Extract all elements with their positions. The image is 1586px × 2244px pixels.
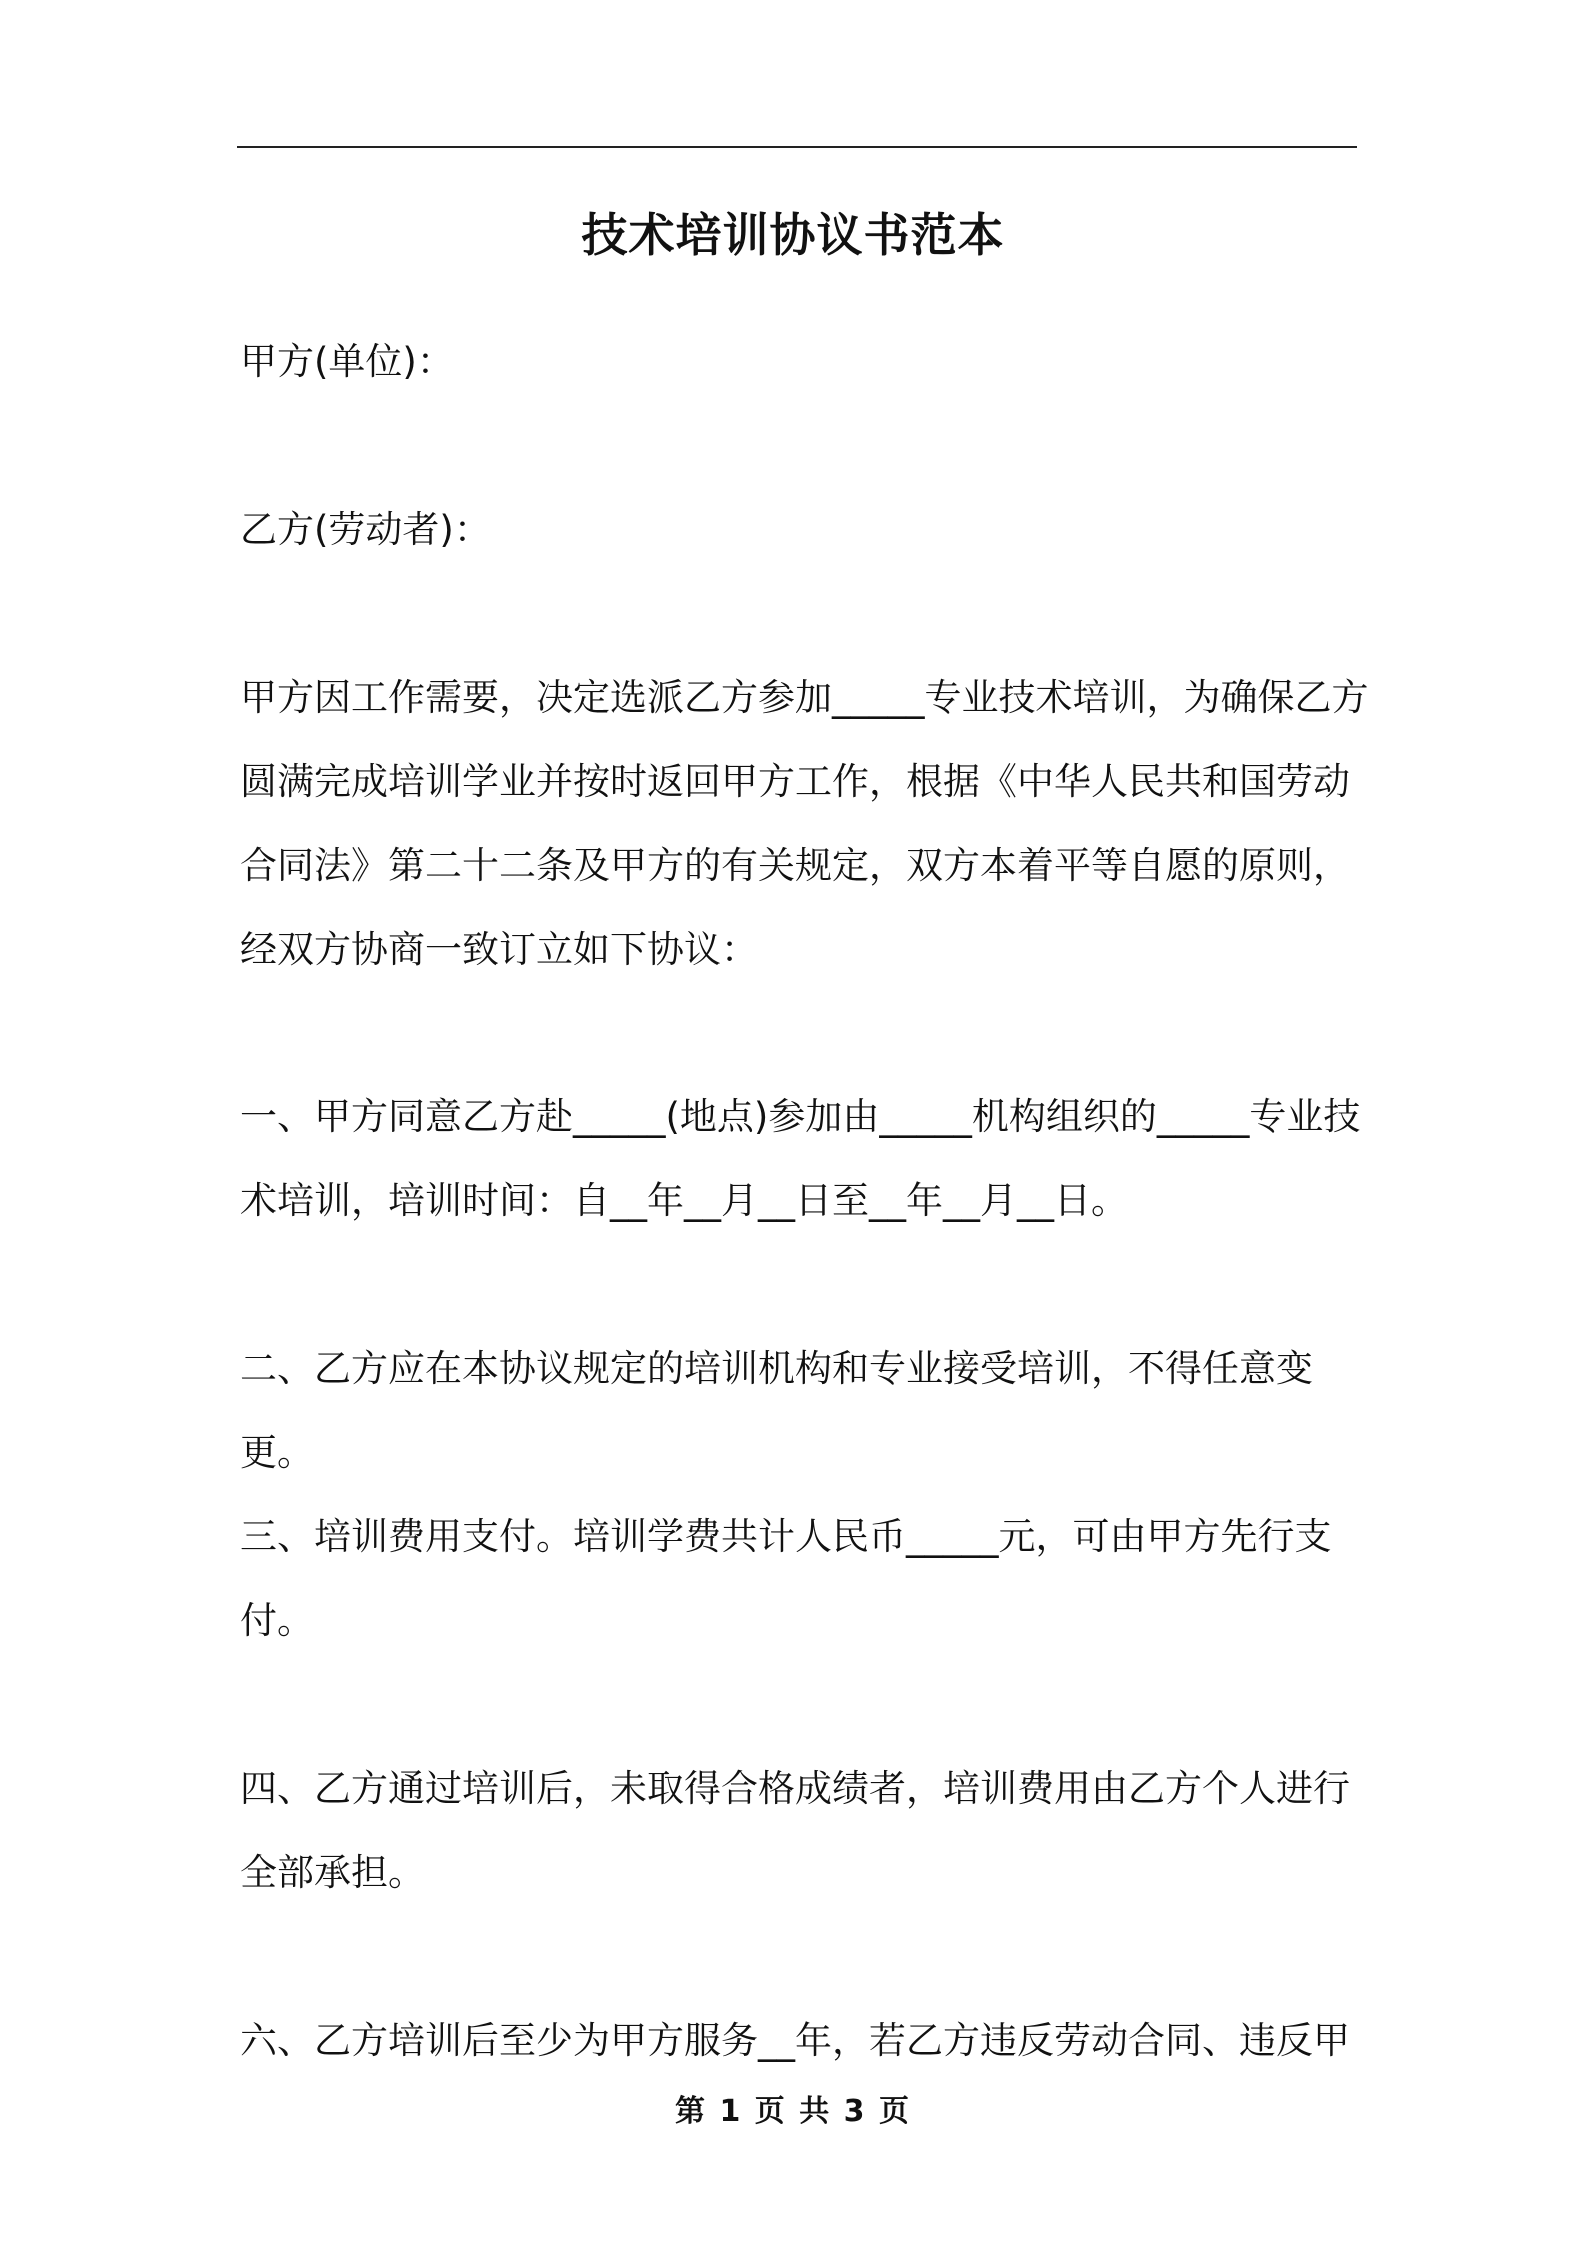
party-b-line: 乙方(劳动者)： (240, 508, 491, 551)
preamble-paragraph: 甲方因工作需要，决定选派乙方参加_____专业技术培训，为确保乙方圆满完成培训学业并按时返回甲方工作，根据《中华人民共和国劳动合同法》第二十二条及甲方的有关规定，双方本着平等自愿的原则，经双方协商一致订立如下协议： (240, 676, 1369, 971)
page-footer: 第 1 页 共 3 页 (675, 2094, 911, 2129)
clause-1: 一、甲方同意乙方赴_____(地点)参加由_____机构组织的_____专业技术培训，培训时间：自__年__月__日至__年__月__日。 (240, 1095, 1361, 1222)
document-title: 技术培训协议书范本 (581, 208, 1005, 262)
header-rule (237, 146, 1357, 148)
party-a-line: 甲方(单位)： (240, 340, 454, 383)
clause-4: 四、乙方通过培训后，未取得合格成绩者，培训费用由乙方个人进行全部承担。 (240, 1767, 1350, 1894)
clause-2: 二、乙方应在本协议规定的培训机构和专业接受培训，不得任意变更。 (240, 1347, 1313, 1474)
clause-6: 六、乙方培训后至少为甲方服务__年，若乙方违反劳动合同、违反甲 (240, 2019, 1350, 2062)
clause-3: 三、培训费用支付。培训学费共计人民币_____元，可由甲方先行支付。 (240, 1515, 1332, 1642)
